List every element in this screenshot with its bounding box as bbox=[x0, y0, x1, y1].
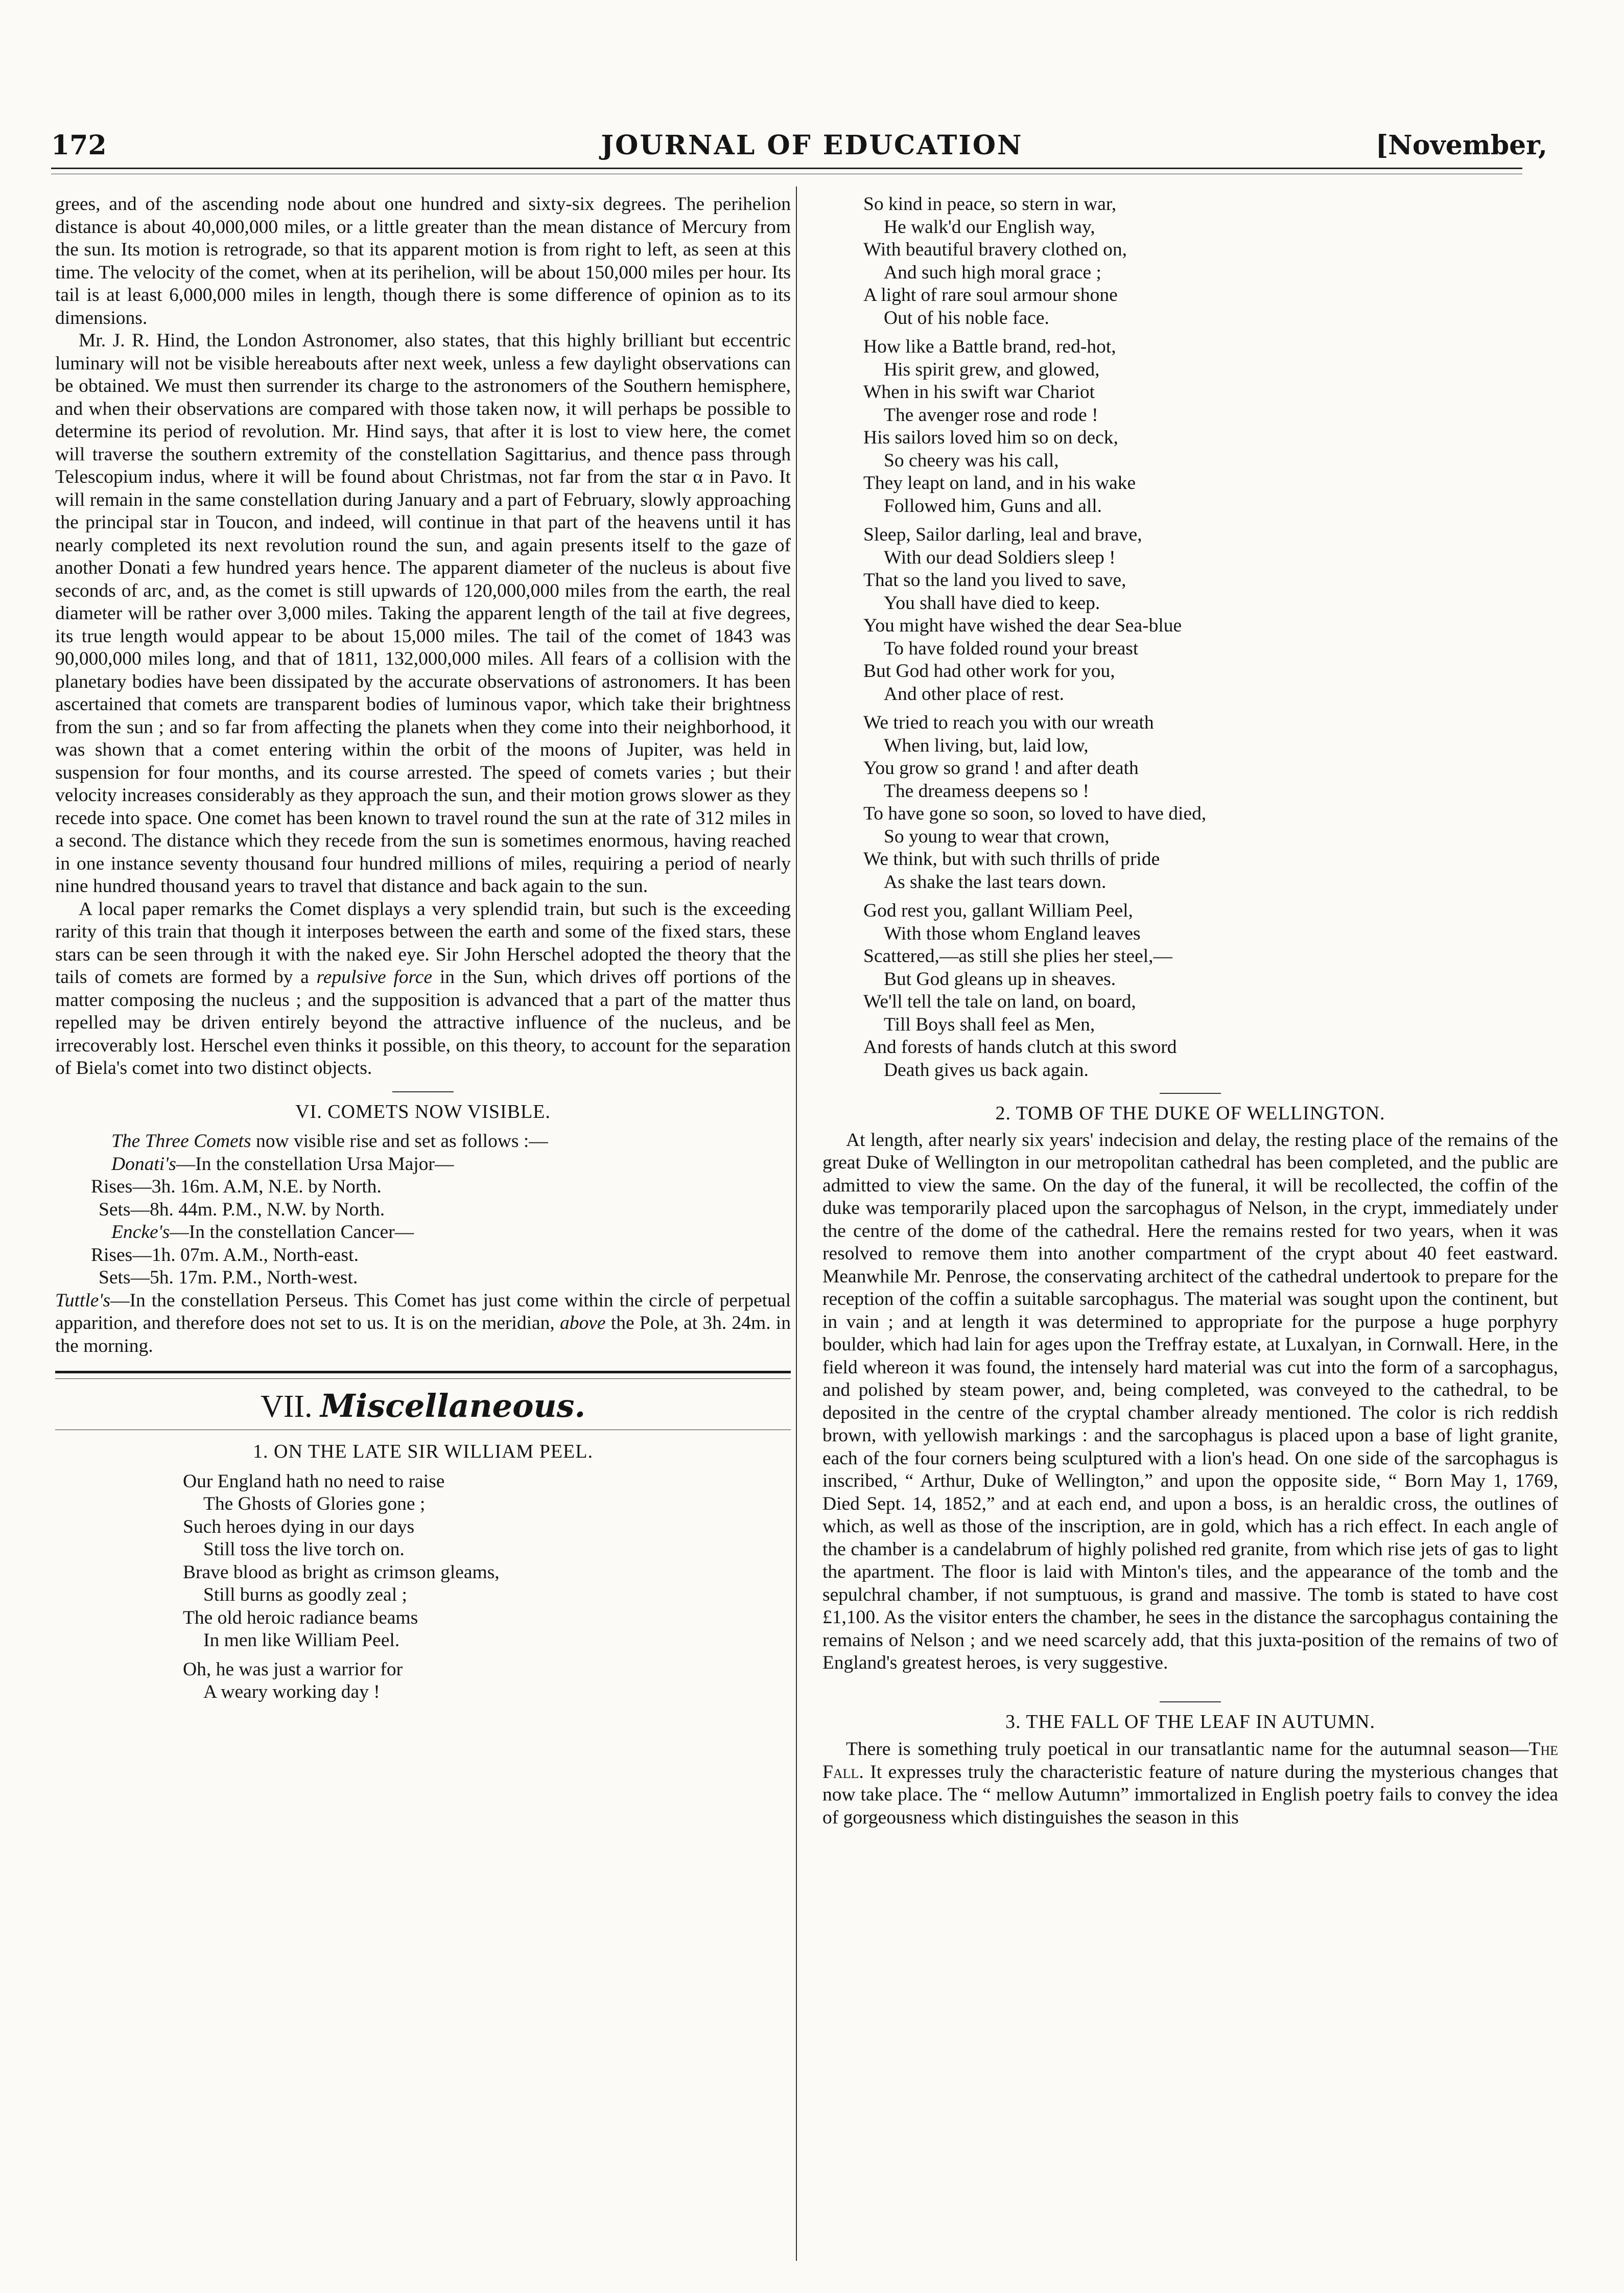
poem-line: To have gone so soon, so loved to have died, bbox=[863, 803, 1207, 824]
poem-line: Followed him, Guns and all. bbox=[884, 495, 1102, 517]
poem-line: They leapt on land, and in his wake bbox=[863, 473, 1136, 494]
section-7-heading bbox=[55, 1386, 791, 1426]
section-separator bbox=[392, 1091, 454, 1092]
poem-line: Still toss the live torch on. bbox=[203, 1539, 405, 1560]
encke-rise: Rises—1h. 07m. A.M., North-east. bbox=[91, 1244, 359, 1266]
comet-paragraph-2: Mr. J. R. Hind, the London Astronomer, also states, that this highly brilliant but eccentric luminary will not be visible hereabouts after next week, unless a few daylight observations can be obtained. We must then surrender its charge to the astronomers of the Southern hemisphere, and when their observations are compared with those taken now, it will perhaps be possible to determine its period of revolution. Mr. Hind says, that after it is lost to view here, the comet will traverse the southern extremity of the constellation Sagittarius, and thence pass through Telescopium indus, where it will be found about Christmas, not far from the star α in Pavo. It will remain in the same constellation during January and a part of February, slowly approaching the principal star in Toucon, and indeed, will continue in that part of the heavens until it has nearly completed its next revolution round the sun, and again presents itself to the gaze of another Donati a few hundred years hence. The apparent diameter of the nucleus is about five seconds of arc, and, as the comet is still upwards of 120,000,000 miles from the earth, the real diameter will be rather over 3,000 miles. Taking the apparent length of the tail at five degrees, its true length would appear to be about 15,000 miles. The tail of the comet of 1843 was 90,000,000 miles long, and that of 1811, 132,000,000 miles. All fears of a collision with the planetary bodies have been dissipated by the accurate observations of astronomers. It has been ascertained that comets are transparent bodies of luminous vapor, which take their brightness from the sun ; and so far from affecting the planets when they come into their neighborhood, it was shown that a comet entering within the orbit of the moons of Jupiter, was held in suspension for four months, and its course arrested. The speed of comets varies ; but their velocity increases considerably as they approach the sun, and their motion grows slower as they recede into space. One comet has been known to travel round the sun at the rate of 312 miles in a second. The distance which they recede from the sun is sometimes enormous, having reached in one instance seventy thousand four hundred millions of miles, requiring a period of nearly nine hundred thousand years to travel that distance and back again to the sun. bbox=[55, 330, 791, 897]
poem-line: You shall have died to keep. bbox=[884, 592, 1100, 614]
donati-rise: Rises—3h. 16m. A.M, N.E. by North. bbox=[91, 1176, 382, 1197]
poem-line: That so the land you lived to save, bbox=[863, 570, 1126, 591]
poem-line: With those whom England leaves bbox=[884, 923, 1141, 944]
poem-line: Brave blood as bright as crimson gleams, bbox=[183, 1561, 500, 1583]
poem-stanza bbox=[822, 712, 1558, 894]
poem-line: Out of his noble face. bbox=[884, 307, 1049, 329]
repulsive-force-emphasis: repulsive force bbox=[316, 967, 433, 988]
right-column bbox=[822, 193, 1558, 1829]
poem-line: Oh, he was just a warrior for bbox=[183, 1658, 403, 1680]
poem-line: When living, but, laid low, bbox=[884, 735, 1089, 756]
poem-line: The avenger rose and rode ! bbox=[884, 404, 1098, 426]
tuttle-entry: Tuttle's—In the constellation Perseus. This Comet has just come within the circle of perpetual apparition, and therefore does not set to us. It is on the meridian, above the Pole, at 3h. 24m. in the morning. bbox=[55, 1290, 791, 1356]
poem-line: And forests of hands clutch at this sword bbox=[863, 1037, 1177, 1058]
poem-stanza bbox=[55, 1658, 791, 1704]
comets-intro: The Three Comets now visible rise and set as follows :— bbox=[111, 1131, 548, 1152]
fall-of-leaf-heading: 3. THE FALL OF THE LEAF IN AUTUMN. bbox=[1005, 1711, 1375, 1733]
header-rule bbox=[51, 168, 1522, 169]
encke-entry: Encke's—In the constellation Cancer— bbox=[111, 1222, 414, 1243]
poem-line: A light of rare soul armour shone bbox=[863, 285, 1118, 306]
running-month: [November, bbox=[1375, 130, 1547, 161]
poem-line: We tried to reach you with our wreath bbox=[863, 712, 1154, 733]
comet-paragraph-3: A local paper remarks the Comet displays a very splendid train, but such is the exceeding rarity of this train that though it interposes between the earth and some of the fixed stars, these stars can be seen through it with the naked eye. Sir John Herschel adopted the theory that the tails of comets are formed by a repulsive force in the Sun, which drives off portions of the matter composing the nucleus ; and the supposition is advanced that a part of the matter thus repelled may be driven entirely beyond the attractive influence of the nucleus, and be irrecoverably lost. Herschel even thinks it possible, on this theory, to account for the separation of Biela's comet into two distinct objects. bbox=[55, 898, 791, 1079]
wellington-heading: 2. TOMB OF THE DUKE OF WELLINGTON. bbox=[995, 1103, 1385, 1124]
poem-stanza bbox=[822, 193, 1558, 330]
section-separator-2 bbox=[1160, 1701, 1221, 1702]
poem-stanza bbox=[822, 524, 1558, 706]
poem-line: He walk'd our English way, bbox=[884, 216, 1095, 238]
poem-line: His spirit grew, and glowed, bbox=[884, 359, 1100, 380]
section-7-rule bbox=[55, 1371, 791, 1373]
poem-line: The Ghosts of Glories gone ; bbox=[203, 1493, 426, 1514]
poem-line: Death gives us back again. bbox=[884, 1059, 1089, 1081]
section-7-number: VII. bbox=[260, 1389, 313, 1424]
peel-poem-left bbox=[55, 1470, 791, 1704]
poem-line: When in his swift war Chariot bbox=[863, 382, 1095, 403]
donati-entry: Donati's—In the constellation Ursa Major— bbox=[111, 1153, 454, 1175]
poem-line: Our England hath no need to raise bbox=[183, 1470, 445, 1492]
poem-line: You might have wished the dear Sea-blue bbox=[863, 615, 1182, 636]
poem-line: Till Boys shall feel as Men, bbox=[884, 1014, 1095, 1035]
poem-line: But God gleans up in sheaves. bbox=[884, 968, 1116, 990]
poem-line: We think, but with such thrills of pride bbox=[863, 849, 1160, 870]
poem-line: So young to wear that crown, bbox=[884, 826, 1110, 847]
poem-line: His sailors loved him so on deck, bbox=[863, 427, 1118, 448]
section-6-heading: VI. COMETS NOW VISIBLE. bbox=[295, 1101, 551, 1122]
page-number: 172 bbox=[51, 130, 107, 161]
comets-visible-list bbox=[55, 1130, 791, 1358]
comet-paragraph-1: grees, and of the ascending node about one hundred and sixty-six degrees. The perihelion distance is about 40,000,000 miles, or a little greater than the mean distance of Mercury from the sun. Its motion is retrograde, so that its apparent motion is from right to left, as seen at this time. The velocity of the comet, when at its perihelion, will be about 150,000 miles per hour. Its tail is at least 6,000,000 miles in length, though there is some difference of opinion as to its dimensions. bbox=[55, 194, 791, 329]
column-divider bbox=[796, 186, 797, 2261]
poem-line: The dreamess deepens so ! bbox=[884, 780, 1089, 802]
running-title: JOURNAL OF EDUCATION bbox=[601, 130, 1023, 161]
encke-set: Sets—5h. 17m. P.M., North-west. bbox=[99, 1267, 358, 1288]
poem-line: And other place of rest. bbox=[884, 683, 1064, 705]
poem-line: Scattered,—as still she plies her steel,— bbox=[863, 946, 1173, 967]
poem-line: You grow so grand ! and after death bbox=[863, 758, 1139, 779]
poem-line: As shake the last tears down. bbox=[884, 871, 1107, 893]
fall-of-leaf-paragraph: There is something truly poetical in our transatlantic name for the autumnal season—The Fall. It expresses truly the characteristic feature of nature during the mysterious changes that now take place. The “ mellow Autumn” immortalized in English poetry fails to convey the idea of gorgeousness which distinguishes the season in this bbox=[822, 1739, 1558, 1828]
poem-line: God rest you, gallant William Peel, bbox=[863, 900, 1133, 921]
poem-line: With beautiful bravery clothed on, bbox=[863, 239, 1127, 260]
poem-line: We'll tell the tale on land, on board, bbox=[863, 991, 1136, 1012]
peel-poem-right bbox=[822, 193, 1558, 1082]
poem-line: And such high moral grace ; bbox=[884, 262, 1101, 283]
poem-line: With our dead Soldiers sleep ! bbox=[884, 547, 1116, 568]
poem-line: Such heroes dying in our days bbox=[183, 1516, 415, 1537]
poem-line: The old heroic radiance beams bbox=[183, 1607, 418, 1628]
wellington-paragraph: At length, after nearly six years' indecision and delay, the resting place of the remains of the great Duke of Wellington in our metropolitan cathedral has been completed, and the public are admitted to view the same. On the day of the funeral, it will be recollected, the coffin of the duke was temporarily placed upon the sarcophagus of Nelson, in the crypt, immediately under the centre of the dome of the cathedral. Here the remains rested for two years, when it was resolved to remove them into another compartment of the crypt about 40 feet eastward. Meanwhile Mr. Penrose, the conservating architect of the cathedral undertook to prepare for the reception of the coffin a suitable sarcophagus. The material was sought upon the continent, but in vain ; and at length it was determined to appropriate for the purpose a huge porphyry boulder, which had lain for ages upon the Treffray estate, at Luxalyan, in Cornwall. Here, in the field whereon it was found, the intensely hard material was cut into the form of a sarcophagus, and polished by steam power, and, being completed, was conveyed to the cathedral, to be deposited in the centre of the cryptal chamber already mentioned. The color is rich reddish brown, with yellowish markings : and the sarcophagus is placed upon a base of light granite, each of the four corners being sculptured with a lion's head. On one side of the sarcophagus is inscribed, “ Arthur, Duke of Wellington,” and upon the opposite side, “ Born May 1, 1769, Died Sept. 14, 1852,” and at each end, and upon a boss, is an heraldic cross, the outlines of which, as well as those of the inscription, are in gold, which has a rich effect. In each angle of the chamber is a candelabrum of highly polished red granite, from which rise jets of gas to light the apartment. The floor is laid with Minton's tiles, and the appearance of the tomb and the sepulchral chamber, if not sumptuous, is grand and massive. The tomb is stated to have cost £1,100. As the visitor enters the chamber, he sees in the distance the sarcophagus containing the remains of Nelson ; and we need scarcely add, that this juxta-position of the remains of two of England's greatest heroes, is very suggestive. bbox=[822, 1129, 1558, 1673]
peel-poem-heading: 1. ON THE LATE SIR WILLIAM PEEL. bbox=[253, 1441, 593, 1462]
poem-line: To have folded round your breast bbox=[884, 638, 1139, 659]
poem-line: Sleep, Sailor darling, leal and brave, bbox=[863, 524, 1142, 545]
poem-line: But God had other work for you, bbox=[863, 661, 1115, 682]
poem-end-separator bbox=[1160, 1093, 1221, 1094]
poem-line: In men like William Peel. bbox=[203, 1630, 400, 1651]
poem-line: So kind in peace, so stern in war, bbox=[863, 194, 1117, 215]
poem-line: Still burns as goodly zeal ; bbox=[203, 1584, 407, 1605]
section-7-rule-thin bbox=[55, 1378, 791, 1379]
section-7-title: Miscellaneous. bbox=[320, 1387, 586, 1424]
poem-stanza bbox=[55, 1470, 791, 1652]
poem-stanza bbox=[822, 336, 1558, 518]
poem-line: A weary working day ! bbox=[203, 1681, 380, 1702]
poem-line: How like a Battle brand, red-hot, bbox=[863, 336, 1116, 357]
poem-stanza bbox=[822, 900, 1558, 1082]
poem-line: So cheery was his call, bbox=[884, 450, 1059, 471]
left-column bbox=[55, 193, 791, 1710]
donati-set: Sets—8h. 44m. P.M., N.W. by North. bbox=[99, 1199, 385, 1220]
